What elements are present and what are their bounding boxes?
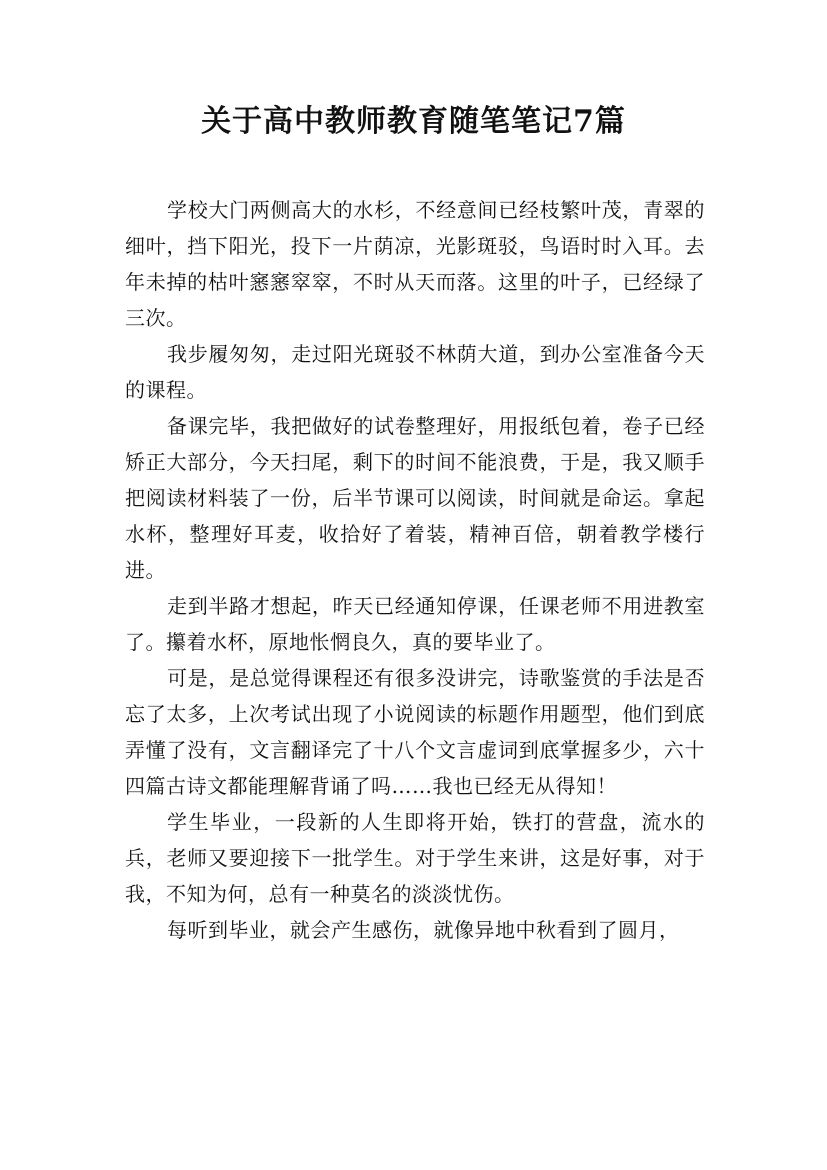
paragraph-1: 学校大门两侧高大的水杉，不经意间已经枝繁叶茂，青翠的细叶，挡下阳光，投下一片荫凉，光影斑驳，鸟语时时入耳。去年未掉的枯叶窸窸窣窣，不时从天而落。这里的叶子，已经绿了三次。: [125, 198, 705, 330]
paragraph-2: 我步履匆匆，走过阳光斑驳不林荫大道，到办公室准备今天的课程。: [125, 342, 705, 402]
paragraph-5: 可是，是总觉得课程还有很多没讲完，诗歌鉴赏的手法是否忘了太多，上次考试出现了小说阅读的标题作用题型，他们到底弄懂了没有，文言翻译完了十八个文言虚词到底掌握多少，六十四篇古诗文都能理解背诵了吗……我也已经无从得知！: [125, 666, 705, 798]
paragraph-4: 走到半路才想起，昨天已经通知停课，任课老师不用进教室了。攥着水杯，原地怅惘良久，真的要毕业了。: [125, 594, 705, 654]
document-title: 关于高中教师教育随笔笔记7篇: [201, 104, 626, 139]
paragraph-6: 学生毕业，一段新的人生即将开始，铁打的营盘，流水的兵，老师又要迎接下一批学生。对于学生来讲，这是好事，对于我，不知为何，总有一种莫名的淡淡忧伤。: [125, 810, 705, 906]
paragraph-7: 每听到毕业，就会产生感伤，就像异地中秋看到了圆月，: [167, 918, 680, 942]
document-body: [125, 192, 705, 948]
paragraph-3: 备课完毕，我把做好的试卷整理好，用报纸包着，卷子已经矫正大部分，今天扫尾，剩下的时间不能浪费，于是，我又顺手把阅读材料装了一份，后半节课可以阅读，时间就是命运。拿起水杯，整理好耳麦，收拾好了着装，精神百倍，朝着教学楼行进。: [125, 414, 705, 582]
